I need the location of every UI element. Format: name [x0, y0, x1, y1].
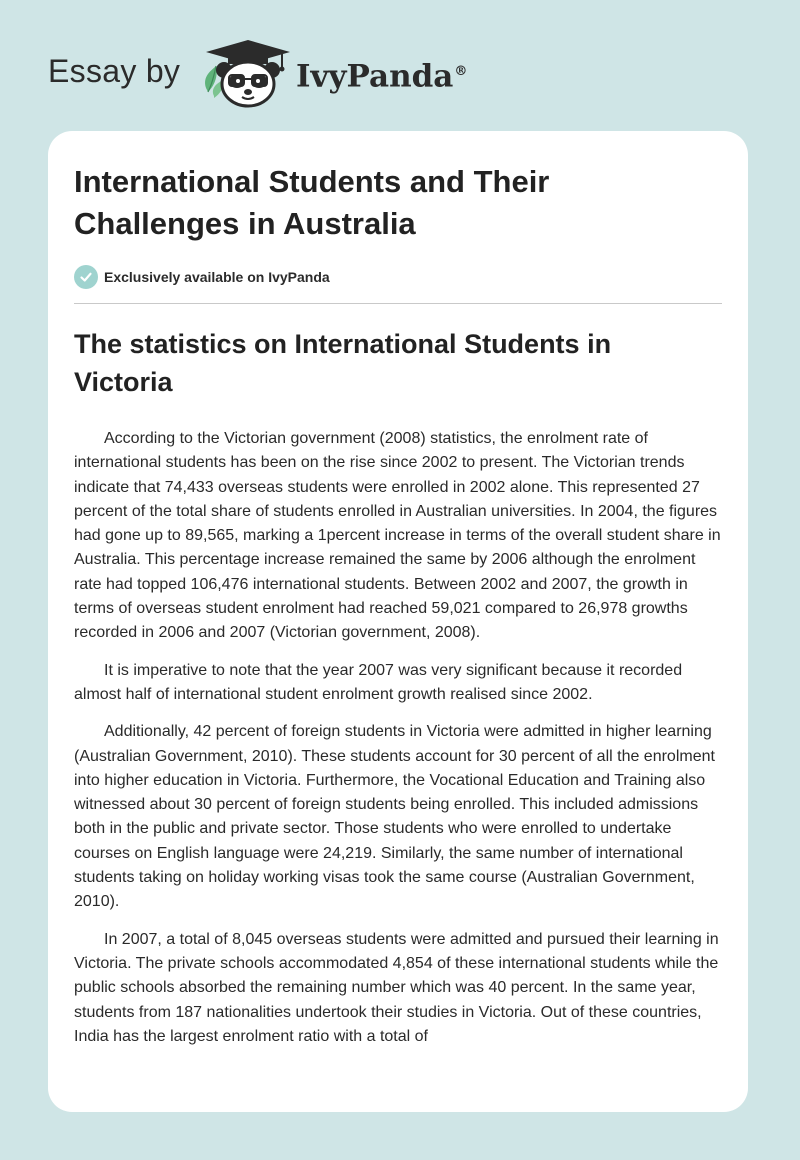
brand-name-text: IvyPanda [296, 58, 454, 95]
brand-name[interactable] [296, 53, 467, 95]
essay-card [48, 131, 748, 1112]
essay-body [74, 427, 722, 1062]
paragraph: In 2007, a total of 8,045 overseas students were admitted and pursued their learning in Victoria. The private schools accommodated 4,854 of these international students while the public schools absorbed the remaining number which was 40 percent. In the same year, students from 187 nationalities undertook their studies in Victoria. Out of these countries, India has the largest enrolment ratio with a total of [74, 930, 719, 1045]
title-divider [74, 303, 722, 304]
badge-label: Exclusively available on IvyPanda [104, 269, 330, 285]
paragraph: It is imperative to note that the year 2007 was very significant because it recorded almost half of international student enrolment growth realised since 2002. [74, 661, 683, 703]
panda-logo-icon[interactable] [200, 36, 296, 108]
site-header [0, 0, 800, 130]
essay-title: International Students and Their Challenges in Australia [74, 164, 550, 241]
brand-prefix: Essay by [48, 53, 181, 89]
paragraph: Additionally, 42 percent of foreign students in Victoria were admitted in higher learning (Australian Government, 2010). These students account for 30 percent of all the enrolment into higher education in Victoria. Furthermore, the Vocational Education and Training also witnessed about 30 percent of foreign students being enrolled. This included admissions both in the public and private sector. Those students who were enrolled to undertake courses on English language were 24,219. Similarly, the same number of international students taking on holiday working visas took the same course (Australian Government, 2010). [74, 723, 715, 911]
check-icon [74, 265, 98, 289]
paragraph: According to the Victorian government (2008) statistics, the enrolment rate of international students has been on the rise since 2002 to present. The Victorian trends indicate that 74,433 overseas students were enrolled in 2002 alone. This represented 27 percent of the total share of students enrolled in Australian universities. In 2004, the figures had gone up to 89,565, marking a 1percent increase in terms of the overall student share in Australia. This percentage increase remained the same by 2006 although the enrolment rate had topped 106,476 international students. Between 2002 and 2007, the growth in terms of overseas student enrolment had reached 59,021 compared to 26,978 growths recorded in 2006 and 2007 (Victorian government, 2008). [74, 430, 721, 642]
registered-mark: ® [454, 64, 468, 79]
exclusive-badge [74, 265, 330, 289]
section-heading: The statistics on International Students in Victoria [74, 329, 612, 397]
